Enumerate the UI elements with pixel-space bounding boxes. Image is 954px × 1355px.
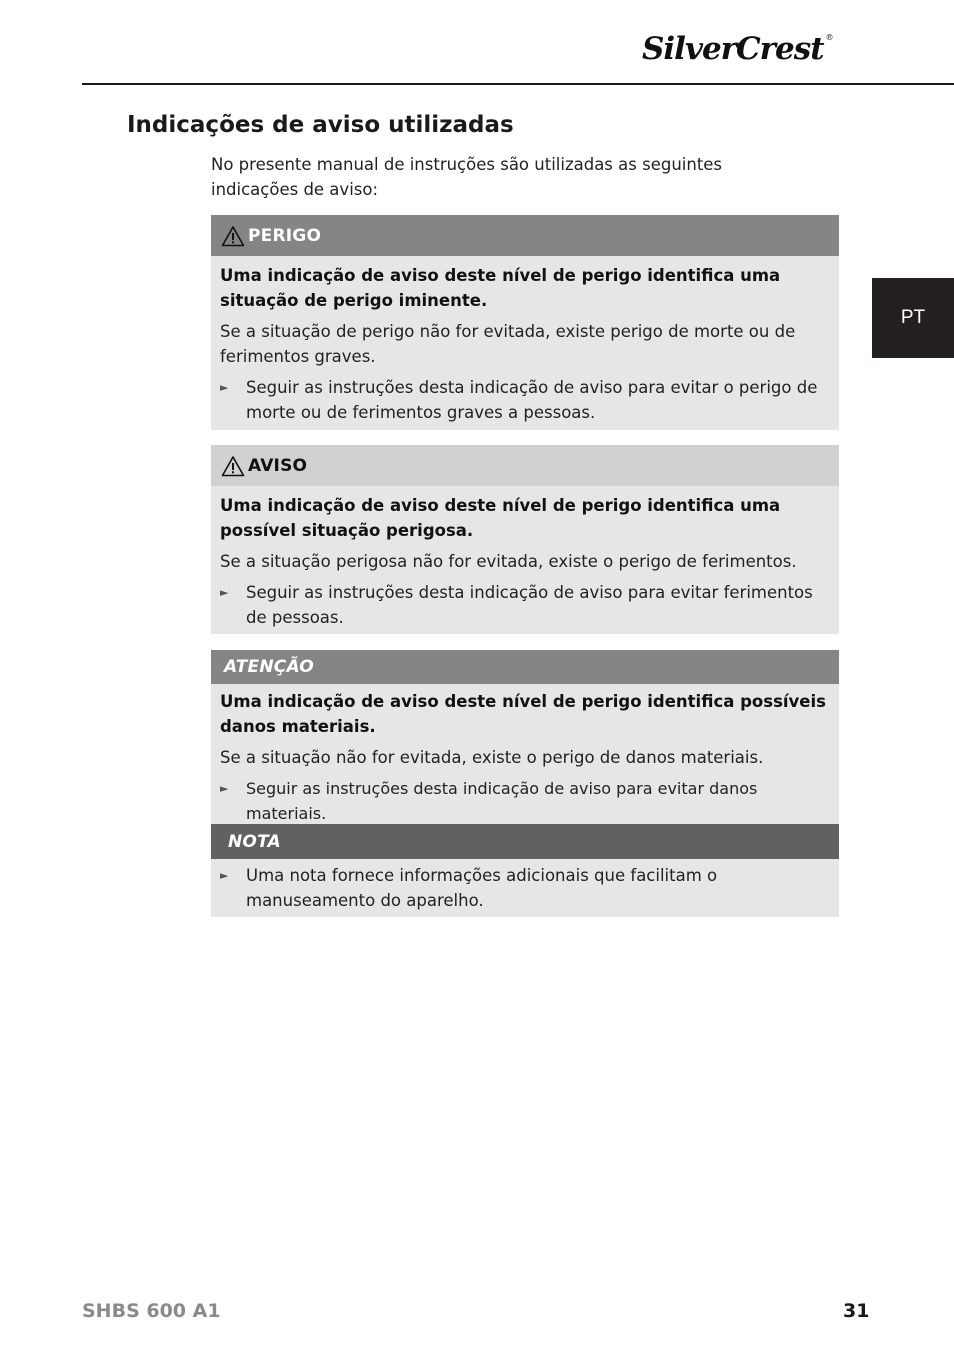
perigo-box	[211, 215, 839, 430]
atencao-bullet	[220, 776, 835, 826]
language-tab-label: PT	[900, 307, 926, 328]
bullet-arrow-icon: ►	[220, 782, 229, 795]
nota-bullet-text: Uma nota fornece informações adicionais que facilitam o manuseamento do aparelho.	[246, 866, 718, 910]
perigo-bullet	[220, 375, 831, 425]
nota-bullet	[220, 863, 831, 913]
perigo-bullet-text: Seguir as instruções desta indicação de aviso para evitar o perigo de morte ou de ferimentos graves a pessoas.	[246, 378, 818, 422]
atencao-label: ATENÇÃO	[224, 657, 314, 677]
bullet-arrow-icon: ►	[220, 381, 229, 394]
brand-logo	[642, 31, 833, 67]
registered-mark: ®	[825, 33, 833, 42]
atencao-text: Se a situação não for evitada, existe o perigo de danos materiais.	[220, 748, 764, 767]
atencao-bold-text: Uma indicação de aviso deste nível de perigo identifica possíveis danos materiais.	[220, 692, 826, 736]
footer-model: SHBS 600 A1	[82, 1300, 221, 1322]
warning-triangle-icon	[221, 455, 245, 477]
page-number: 31	[843, 1300, 870, 1322]
bullet-arrow-icon: ►	[220, 586, 229, 599]
warning-triangle-icon	[221, 225, 245, 247]
section-intro: No presente manual de instruções são utilizadas as seguintes indicações de aviso:	[211, 155, 723, 199]
aviso-header	[211, 445, 839, 486]
aviso-label: AVISO	[248, 455, 308, 476]
aviso-text: Se a situação perigosa não for evitada, existe o perigo de ferimentos.	[220, 552, 797, 571]
header-divider	[82, 83, 954, 85]
section-title: Indicações de aviso utilizadas	[127, 112, 514, 138]
aviso-bullet-text: Seguir as instruções desta indicação de aviso para evitar ferimentos de pessoas.	[246, 583, 813, 627]
aviso-box	[211, 445, 839, 634]
language-tab	[872, 278, 954, 358]
nota-box	[211, 824, 839, 917]
aviso-bullet	[220, 580, 831, 630]
perigo-header	[211, 215, 839, 256]
perigo-text: Se a situação de perigo não for evitada, existe perigo de morte ou de ferimentos graves.	[220, 322, 796, 366]
atencao-box	[211, 650, 839, 828]
atencao-header	[211, 650, 839, 684]
atencao-bullet-text: Seguir as instruções desta indicação de aviso para evitar danos materiais.	[246, 779, 758, 823]
brand-name: SilverCrest	[642, 31, 824, 67]
bullet-arrow-icon: ►	[220, 869, 229, 882]
perigo-bold-text: Uma indicação de aviso deste nível de perigo identifica uma situação de perigo iminente.	[220, 266, 781, 310]
nota-label: NOTA	[228, 831, 281, 852]
nota-header	[211, 824, 839, 859]
perigo-label: PERIGO	[248, 225, 322, 246]
aviso-bold-text: Uma indicação de aviso deste nível de perigo identifica uma possível situação perigosa.	[220, 496, 781, 540]
